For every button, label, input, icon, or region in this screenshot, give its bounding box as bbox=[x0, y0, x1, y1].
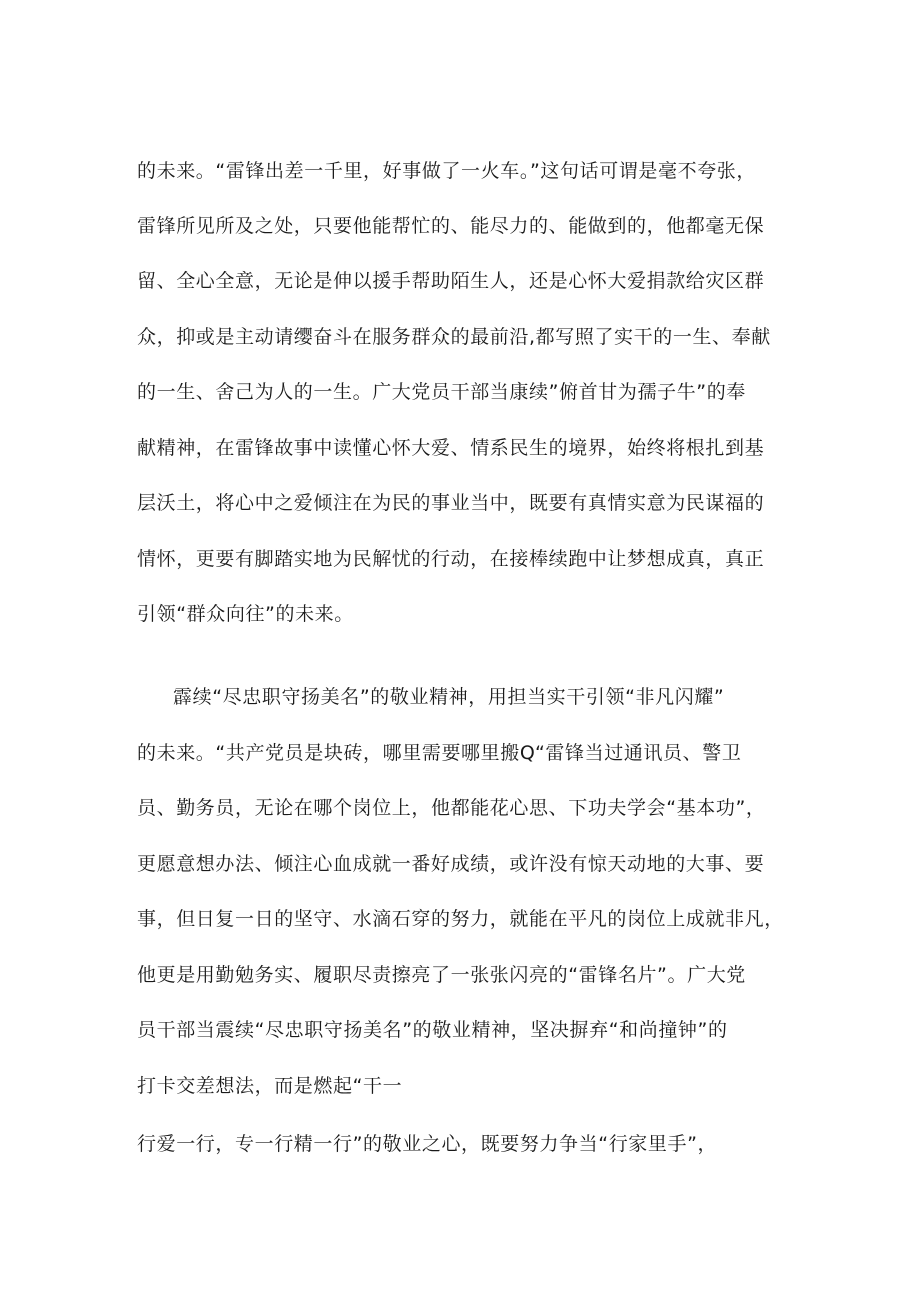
text-line: 献精神，在雷锋故事中读懂心怀大爱、情系民生的境界，始终将根扎到基 bbox=[137, 437, 765, 459]
text-line: 的未来。“共产党员是块砖，哪里需要哪里搬Q“雷锋当过通讯员、警卫 bbox=[137, 742, 742, 764]
text-line: 情怀，更要有脚踏实地为民解忧的行动，在接棒续跑中让梦想成真，真正 bbox=[137, 548, 765, 570]
text-line: 雷锋所见所及之处，只要他能帮忙的、能尽力的、能做到的，他都毫无保 bbox=[137, 215, 765, 237]
text-line: 员、勤务员，无论在哪个岗位上，他都能花心思、下功夫学会“基本功”， bbox=[137, 797, 766, 819]
text-line: 的一生、舍己为人的一生。广大党员干部当康续”俯首甘为孺子牛”的奉 bbox=[137, 381, 746, 403]
text-line: 行爱一行，专一行精一行”的敬业之心，既要努力争当“行家里手”， bbox=[137, 1133, 718, 1155]
text-line: 他更是用勤勉务实、履职尽责擦亮了一张张闪亮的“雷锋名片”。广大党 bbox=[137, 964, 746, 986]
text-line: 事，但日复一日的坚守、水滴石穿的努力，就能在平凡的岗位上成就非凡， bbox=[137, 908, 784, 930]
text-line: 的未来。“雷锋出差一千里，好事做了一火车。”这句话可谓是毫不夸张， bbox=[137, 160, 756, 182]
text-line: 霹续“尽忠职守扬美名”的敬业精神，用担当实干引领“非凡闪耀” bbox=[173, 686, 725, 708]
text-line: 众，抑或是主动请缨奋斗在服务群众的最前沿,都写照了实干的一生、奉献 bbox=[137, 326, 771, 348]
text-line: 员干部当震续“尽忠职守扬美名”的敬业精神，坚决摒弃“和尚撞钟”的 bbox=[137, 1019, 728, 1041]
text-line: 留、全心全意，无论是伸以援手帮助陌生人，还是心怀大爱捐款给灾区群 bbox=[137, 270, 765, 292]
text-line: 层沃土，将心中之爱倾注在为民的事业当中，既要有真情实意为民谋福的 bbox=[137, 492, 765, 514]
text-line: 引领“群众向往”的未来。 bbox=[137, 603, 354, 625]
text-line: 打卡交差想法，而是燃起“干一 bbox=[137, 1075, 403, 1097]
text-line: 更愿意想办法、倾注心血成就一番好成绩，或许没有惊天动地的大事、要 bbox=[137, 853, 765, 875]
